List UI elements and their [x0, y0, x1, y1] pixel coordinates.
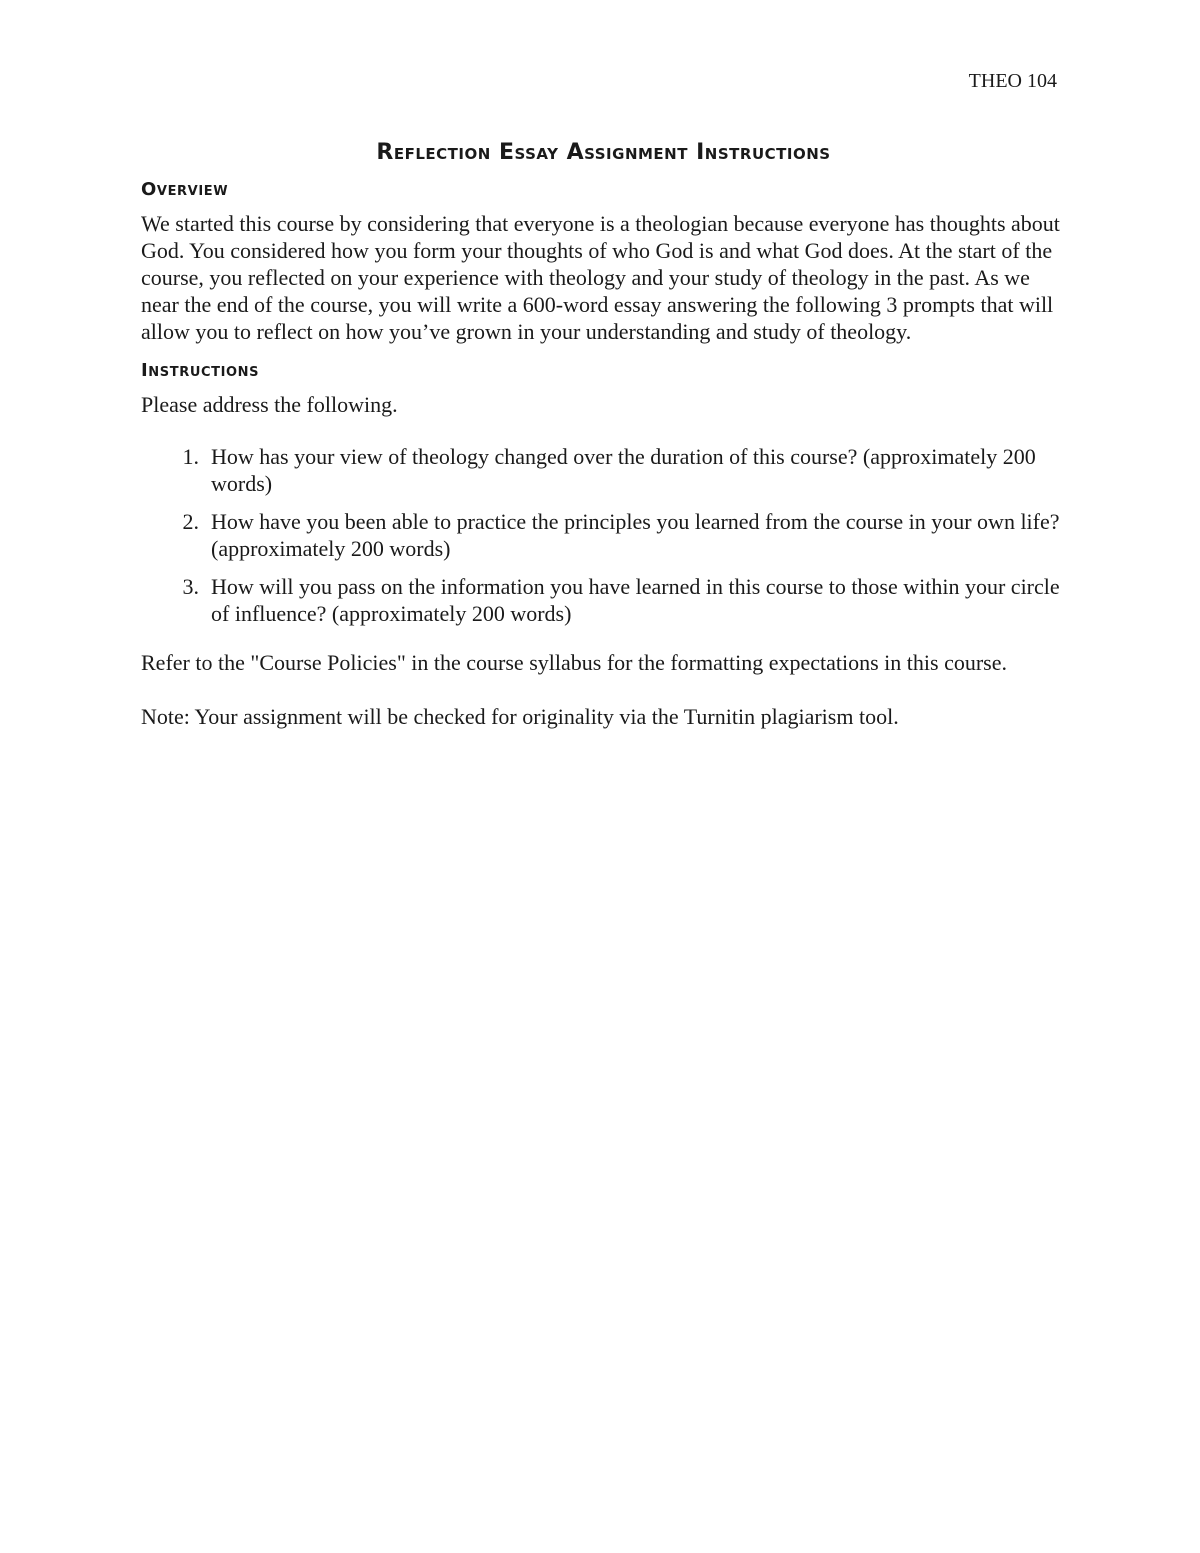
overview-heading: Overview: [141, 179, 229, 200]
originality-note: Note: Your assignment will be checked for originality via the Turnitin plagiarism tool.: [141, 704, 899, 729]
formatting-note: Refer to the "Course Policies" in the course syllabus for the formatting expectations in this course.: [141, 650, 1007, 675]
document-body: [141, 140, 1066, 730]
list-item-number: 2.: [182, 509, 199, 534]
instructions-heading: Instructions: [141, 360, 260, 381]
list-item: [141, 573, 1066, 627]
list-item: [141, 508, 1066, 562]
overview-paragraph: We started this course by considering that everyone is a theologian because everyone has thoughts about God. You considered how you form your thoughts of who God is and what God does. At the start of the course, you reflected on your experience with theology and your study of theology in the past. As we near the end of the course, you will write a 600-word essay answering the following 3 prompts that will allow you to reflect on how you’ve grown in your understanding and study of theology.: [141, 211, 1060, 344]
list-item-number: 3.: [182, 574, 199, 599]
course-code-header: THEO 104: [968, 70, 1057, 92]
list-item: [141, 443, 1066, 497]
list-item-text: How have you been able to practice the principles you learned from the course in your own life? (approximately 200 words): [211, 509, 1060, 561]
prompt-list: [141, 443, 1066, 627]
list-item-text: How will you pass on the information you have learned in this course to those within your circle of influence? (approximately 200 words): [211, 574, 1060, 626]
list-item-text: How has your view of theology changed over the duration of this course? (approximately 200 words): [211, 444, 1036, 496]
list-item-number: 1.: [182, 444, 199, 469]
instructions-intro: Please address the following.: [141, 392, 398, 417]
document-title: Reflection Essay Assignment Instructions: [376, 140, 831, 165]
